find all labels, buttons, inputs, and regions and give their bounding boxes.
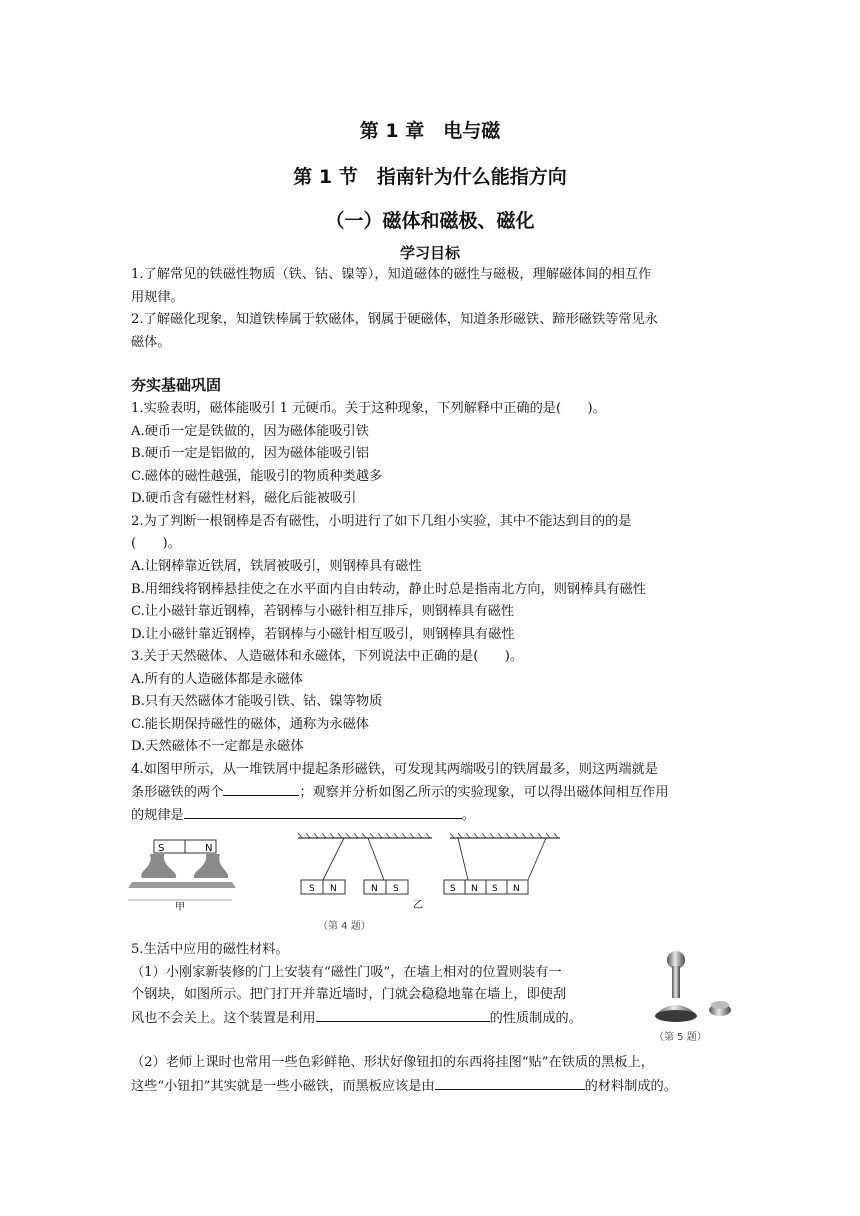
door-stopper-foot xyxy=(655,1010,697,1022)
q5-figure xyxy=(646,948,738,1048)
pole-label-s: S xyxy=(393,884,399,894)
objective-line: 用规律。 xyxy=(131,290,184,305)
pole-label-s: S xyxy=(158,843,165,854)
objective-line: 磁体。 xyxy=(131,335,171,350)
q5-text: 风也不会关上。这个装置是利用 xyxy=(131,1011,316,1026)
q4-text: 条形磁铁的两个 xyxy=(131,785,224,800)
q5-part1-line2: 个钢块，如图所示。把门打开并靠近墙时，门就会稳稳地靠在墙上，即使刮 xyxy=(131,987,567,1002)
pole-label-s: S xyxy=(492,884,498,894)
q3-option: D.天然磁体不一定都是永磁体 xyxy=(131,739,304,754)
pole-label-n: N xyxy=(513,884,520,894)
q3-option: C.能长期保持磁性的磁体，通称为永磁体 xyxy=(131,717,369,732)
iron-filings-pile xyxy=(128,882,236,888)
figure-jia xyxy=(128,840,236,913)
q4-figure xyxy=(128,830,568,934)
q5-figure-caption: （第 5 题） xyxy=(654,1032,707,1043)
q2-option: D.让小磁针靠近钢棒，若钢棒与小磁针相互吸引，则钢棒具有磁性 xyxy=(131,627,515,642)
q5-text: 的性质制成的。 xyxy=(489,1011,582,1026)
iron-filings-right xyxy=(194,854,228,878)
q5-part1-line1: （1）小刚家新装修的门上安装有“磁性门吸”，在墙上相对的位置则装有一 xyxy=(131,965,562,980)
label-jia: 甲 xyxy=(175,902,185,913)
q3-option: A.所有的人造磁体都是永磁体 xyxy=(131,672,303,687)
q1-option: C.磁体的磁性越强，能吸引的物质种类越多 xyxy=(131,469,383,484)
q3-option: B.只有天然磁体才能吸引铁、钴、镍等物质 xyxy=(131,694,383,709)
q1-option: D.硬币含有磁性材料，磁化后能被吸引 xyxy=(131,491,357,506)
iron-filings-left xyxy=(141,854,176,878)
q5-blank-2[interactable] xyxy=(435,1075,585,1090)
objective-line: 1.了解常见的铁磁性物质（铁、钴、镍等），知道磁体的磁性与磁极，理解磁体间的相互作 xyxy=(131,267,652,282)
door-stopper-stem xyxy=(672,966,680,998)
q4-stem-line3 xyxy=(131,804,735,828)
pole-label-n: N xyxy=(330,884,337,894)
pole-label-s: S xyxy=(309,884,315,894)
pole-label-s: S xyxy=(450,884,456,894)
section-title: 第 1 节 指南针为什么能指方向 xyxy=(293,166,567,188)
q2-stem: 2.为了判断一根钢棒是否有磁性，小明进行了如下几组小实验，其中不能达到目的的是 xyxy=(131,514,632,529)
q2-option: B.用细线将钢棒悬挂使之在水平面内自由转动，静止时总是指南北方向，则钢棒具有磁性 xyxy=(131,582,647,597)
q5-text: 这些“小钮扣”其实就是一些小磁铁，而黑板应该是由 xyxy=(131,1079,435,1094)
pole-label-n: N xyxy=(371,884,378,894)
basics-heading: 夯实基础巩固 xyxy=(131,376,222,394)
q5-text: 的材料制成的。 xyxy=(584,1079,677,1094)
q4-stem: 4.如图甲所示，从一堆铁屑中提起条形磁铁，可发现其两端吸引的铁屑最多，则这两端就是 xyxy=(131,762,658,777)
q1-option: B.硬币一定是铝做的，因为磁体能吸引铝 xyxy=(131,446,370,461)
q5-stem: 5.生活中应用的磁性材料。 xyxy=(131,942,289,957)
subsection-title: （一）磁体和磁极、磁化 xyxy=(325,210,535,232)
q3-stem: 3.关于天然磁体、人造磁体和永磁体，下列说法中正确的是( )。 xyxy=(131,649,524,664)
q2-option: C.让小磁针靠近钢棒，若钢棒与小磁针相互排斥，则钢棒具有磁性 xyxy=(131,604,515,619)
label-yi: 乙 xyxy=(413,900,423,911)
q4-text: ；观察并分析如图乙所示的实验现象，可以得出磁体间相互作用 xyxy=(299,785,669,800)
pole-label-n: N xyxy=(471,884,478,894)
q4-text: 。 xyxy=(461,808,475,823)
figure-yi-right xyxy=(413,833,560,911)
q5-part1-line3 xyxy=(131,1007,735,1031)
q4-figure-caption: （第 4 题） xyxy=(318,921,371,932)
q4-stem-line2 xyxy=(131,781,735,805)
figure-yi-left xyxy=(298,833,432,894)
q2-stem-cont: ( )。 xyxy=(131,536,181,551)
q4-blank-1[interactable] xyxy=(223,781,299,796)
objective-line: 2.了解磁化现象，知道铁棒属于软磁体，钢属于硬磁体，知道条形磁铁、蹄形磁铁等常见永 xyxy=(131,312,658,327)
q1-stem: 1.实验表明，磁体能吸引 1 元硬币。关于这种现象，下列解释中正确的是( )。 xyxy=(131,401,606,416)
q5-blank-1[interactable] xyxy=(316,1007,490,1022)
q5-part2-line1: （2）老师上课时也常用一些色彩鲜艳、形状好像钮扣的东西将挂图“贴”在铁质的黑板上， xyxy=(131,1055,654,1070)
q1-option: A.硬币一定是铁做的，因为磁体能吸引铁 xyxy=(131,424,369,439)
q2-option: A.让钢棒靠近铁屑，铁屑被吸引，则钢棒具有磁性 xyxy=(131,559,422,574)
q5-part2-line2 xyxy=(131,1075,751,1099)
pole-label-n: N xyxy=(205,843,213,854)
q4-text: 的规律是 xyxy=(131,808,184,823)
objectives-title: 学习目标 xyxy=(399,244,460,262)
q4-blank-2[interactable] xyxy=(184,804,462,819)
chapter-title: 第 1 章 电与磁 xyxy=(359,120,501,142)
